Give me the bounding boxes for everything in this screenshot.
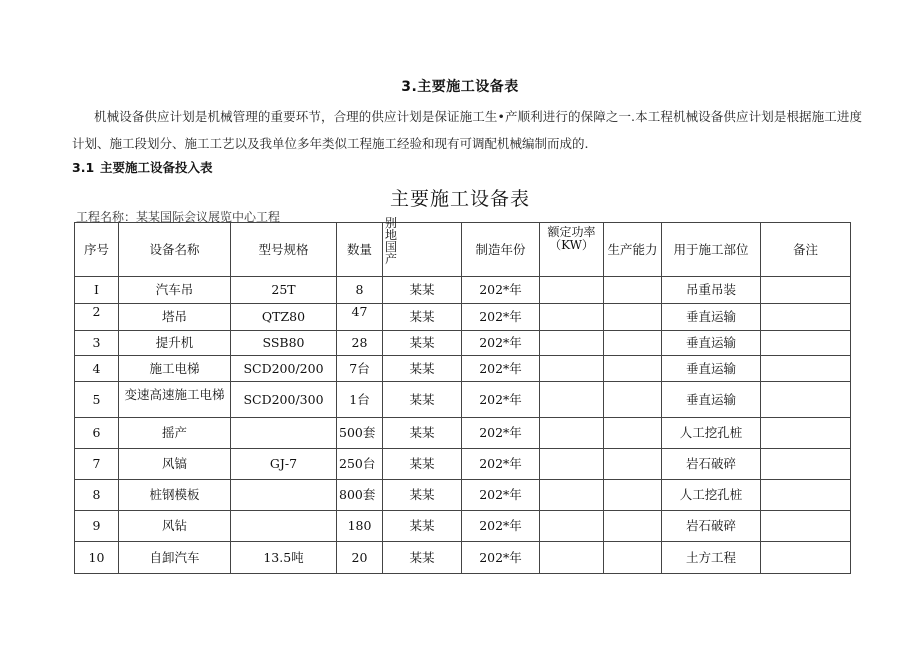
cell-model (231, 511, 337, 542)
cell-seq-text: 3 (92, 335, 101, 351)
cell-capacity (604, 449, 662, 480)
cell-origin (383, 449, 462, 480)
cell-name (119, 480, 231, 511)
cell-year-text: 202*年 (479, 518, 522, 534)
table-row (75, 449, 851, 480)
cell-name (119, 418, 231, 449)
cell-year (462, 542, 540, 574)
cell-location (662, 356, 761, 382)
subsection-number: 3.1 (72, 160, 95, 175)
cell-qty-text: 8 (355, 282, 364, 298)
cell-seq-text: I (94, 282, 99, 298)
cell-qty-text: 250台 (339, 456, 376, 472)
cell-location-text: 垂直运输 (685, 309, 736, 325)
cell-model (231, 304, 337, 331)
cell-power (540, 511, 604, 542)
cell-seq (75, 331, 119, 356)
cell-location-text: 垂直运输 (685, 391, 736, 407)
cell-model (231, 382, 337, 418)
cell-seq-text: 6 (92, 425, 101, 441)
cell-year (462, 277, 540, 304)
cell-origin (383, 382, 462, 418)
table-body (75, 277, 851, 574)
cell-seq (75, 542, 119, 574)
cell-origin-text: 某某 (409, 309, 435, 325)
cell-power (540, 382, 604, 418)
cell-qty-text: 180 (347, 518, 372, 534)
cell-model (231, 331, 337, 356)
cell-qty (337, 418, 383, 449)
cell-name-text: 风镐 (161, 456, 187, 472)
table-header-row (75, 223, 851, 277)
cell-model-text: SCD200/300 (243, 391, 324, 407)
section-heading: 3.主要施工设备表 (401, 79, 519, 95)
cell-name (119, 449, 231, 480)
cell-model (231, 542, 337, 574)
cell-origin (383, 277, 462, 304)
cell-seq-text: 7 (92, 456, 101, 472)
cell-qty (337, 382, 383, 418)
cell-qty-text: 500套 (339, 425, 376, 441)
cell-name-text: 变速高速施工电梯 (124, 386, 225, 402)
table-row (75, 511, 851, 542)
cell-remark (761, 277, 851, 304)
cell-seq-text: 9 (92, 518, 101, 534)
cell-seq (75, 418, 119, 449)
cell-year-text: 202*年 (479, 360, 522, 376)
cell-seq-text: 8 (92, 487, 101, 503)
cell-origin-text: 某某 (409, 549, 435, 565)
cell-name-text: 自卸汽车 (149, 549, 200, 565)
cell-name-text: 摇产 (161, 425, 187, 441)
col-header-origin (383, 215, 462, 277)
cell-seq (75, 511, 119, 542)
cell-year (462, 449, 540, 480)
cell-model (231, 356, 337, 382)
cell-year (462, 356, 540, 382)
cell-remark (761, 304, 851, 331)
cell-seq (75, 304, 119, 331)
cell-seq (75, 356, 119, 382)
cell-seq-text: 5 (92, 391, 101, 407)
cell-year-text: 202*年 (479, 425, 522, 441)
cell-power (540, 480, 604, 511)
cell-power (540, 418, 604, 449)
cell-remark (761, 511, 851, 542)
col-header-model: 型号规格 (231, 223, 337, 277)
cell-power (540, 304, 604, 331)
cell-seq (75, 382, 119, 418)
table-row (75, 331, 851, 356)
cell-origin (383, 511, 462, 542)
cell-year (462, 511, 540, 542)
cell-qty (337, 480, 383, 511)
cell-origin-text: 某某 (409, 391, 435, 407)
cell-qty-text: 1台 (349, 391, 370, 407)
cell-capacity (604, 511, 662, 542)
cell-qty (337, 331, 383, 356)
cell-location (662, 449, 761, 480)
cell-seq (75, 449, 119, 480)
cell-capacity (604, 480, 662, 511)
cell-year (462, 304, 540, 331)
cell-power (540, 277, 604, 304)
cell-capacity (604, 331, 662, 356)
cell-seq-text: 2 (92, 304, 101, 320)
table-row (75, 356, 851, 382)
cell-remark (761, 382, 851, 418)
cell-capacity (604, 356, 662, 382)
cell-name (119, 331, 231, 356)
cell-year-text: 202*年 (479, 335, 522, 351)
table-row (75, 480, 851, 511)
cell-origin-text: 某某 (409, 518, 435, 534)
cell-origin-text: 某某 (409, 360, 435, 376)
cell-name-text: 施工电梯 (149, 360, 200, 376)
cell-location (662, 418, 761, 449)
col-header-origin-text: 别地国产 (385, 215, 398, 266)
cell-model-text: 13.5吨 (263, 549, 304, 565)
table-row (75, 277, 851, 304)
cell-name (119, 356, 231, 382)
cell-model-text: QTZ80 (261, 309, 306, 325)
cell-year (462, 480, 540, 511)
col-header-capacity: 生产能力 (604, 223, 662, 277)
cell-model-text: GJ-7 (269, 456, 298, 472)
cell-seq-text: 4 (92, 360, 101, 376)
cell-power (540, 449, 604, 480)
cell-capacity (604, 542, 662, 574)
cell-origin-text: 某某 (409, 456, 435, 472)
cell-qty-text: 47 (351, 304, 368, 320)
cell-name-text: 汽车吊 (155, 282, 194, 298)
project-name: 工程名称：某某国际会议展览中心工程 (76, 210, 281, 224)
cell-model (231, 277, 337, 304)
cell-name-text: 塔吊 (161, 309, 187, 325)
cell-model-text: SCD200/200 (243, 360, 324, 376)
cell-remark (761, 418, 851, 449)
col-header-qty: 数量 (337, 223, 383, 277)
cell-location (662, 382, 761, 418)
cell-name (119, 277, 231, 304)
cell-year-text: 202*年 (479, 456, 522, 472)
cell-capacity (604, 304, 662, 331)
cell-year-text: 202*年 (479, 549, 522, 565)
cell-seq (75, 277, 119, 304)
cell-location (662, 331, 761, 356)
cell-model (231, 480, 337, 511)
cell-origin-text: 某某 (409, 335, 435, 351)
cell-qty (337, 542, 383, 574)
cell-origin-text: 某某 (409, 425, 435, 441)
cell-origin-text: 某某 (409, 282, 435, 298)
cell-year-text: 202*年 (479, 309, 522, 325)
cell-qty (337, 511, 383, 542)
cell-location-text: 吊重吊装 (685, 282, 736, 298)
cell-capacity (604, 418, 662, 449)
cell-capacity (604, 277, 662, 304)
cell-qty-text: 20 (351, 549, 368, 565)
cell-seq-text: 10 (88, 549, 105, 565)
cell-origin-text: 某某 (409, 487, 435, 503)
cell-origin (383, 304, 462, 331)
cell-year (462, 331, 540, 356)
cell-name (119, 511, 231, 542)
table-row (75, 418, 851, 449)
cell-location (662, 277, 761, 304)
cell-origin (383, 542, 462, 574)
cell-location-text: 垂直运输 (685, 335, 736, 351)
cell-location (662, 304, 761, 331)
cell-name (119, 542, 231, 574)
cell-remark (761, 542, 851, 574)
col-header-remark: 备注 (761, 223, 851, 277)
cell-power (540, 356, 604, 382)
cell-location-text: 垂直运输 (685, 360, 736, 376)
col-header-location: 用于施工部位 (662, 223, 761, 277)
cell-name-text: 风钻 (161, 518, 187, 534)
table-row (75, 382, 851, 418)
col-header-year: 制造年份 (462, 223, 540, 277)
table-row (75, 304, 851, 331)
cell-qty-text: 800套 (339, 487, 376, 503)
cell-origin (383, 418, 462, 449)
table-title: 主要施工设备表 (389, 188, 530, 210)
cell-model (231, 449, 337, 480)
cell-qty (337, 356, 383, 382)
col-header-power: 额定功率（KW） (540, 223, 604, 277)
cell-location-text: 岩石破碎 (685, 456, 736, 472)
subsection-heading (72, 158, 213, 176)
cell-model-text: SSB80 (262, 335, 305, 351)
cell-origin (383, 331, 462, 356)
cell-qty (337, 304, 383, 331)
subsection-title: 主要施工设备投入表 (100, 160, 213, 175)
cell-location (662, 511, 761, 542)
cell-year-text: 202*年 (479, 391, 522, 407)
col-header-seq: 序号 (75, 223, 119, 277)
cell-year (462, 382, 540, 418)
cell-name-text: 提升机 (155, 335, 194, 351)
cell-remark (761, 331, 851, 356)
cell-location (662, 480, 761, 511)
table-row (75, 542, 851, 574)
cell-remark (761, 356, 851, 382)
cell-qty-text: 7台 (349, 360, 370, 376)
cell-qty-text: 28 (351, 335, 368, 351)
cell-year (462, 418, 540, 449)
cell-location (662, 542, 761, 574)
cell-origin (383, 356, 462, 382)
cell-model (231, 418, 337, 449)
cell-power (540, 542, 604, 574)
cell-year-text: 202*年 (479, 487, 522, 503)
cell-location-text: 人工挖孔桩 (679, 487, 743, 503)
cell-qty (337, 449, 383, 480)
cell-name-text: 桩钢模板 (149, 487, 200, 503)
col-header-name: 设备名称 (119, 223, 231, 277)
cell-name (119, 304, 231, 331)
cell-location-text: 岩石破碎 (685, 518, 736, 534)
intro-paragraph: 机械设备供应计划是机械管理的重要环节，合理的供应计划是保证施工生•产顺利进行的保障之一.本工程机械设备供应计划是根据施工进度计划、施工段划分、施工工艺以及我单位多年类似工程施工经验和现有可调配机械编制而成的. (72, 109, 862, 151)
cell-location-text: 人工挖孔桩 (679, 425, 743, 441)
cell-seq (75, 480, 119, 511)
cell-remark (761, 449, 851, 480)
cell-capacity (604, 382, 662, 418)
cell-power (540, 331, 604, 356)
cell-remark (761, 480, 851, 511)
cell-year-text: 202*年 (479, 282, 522, 298)
cell-model-text: 25T (271, 282, 296, 298)
cell-name (119, 382, 231, 418)
cell-origin (383, 480, 462, 511)
cell-location-text: 土方工程 (685, 549, 736, 565)
cell-qty (337, 277, 383, 304)
